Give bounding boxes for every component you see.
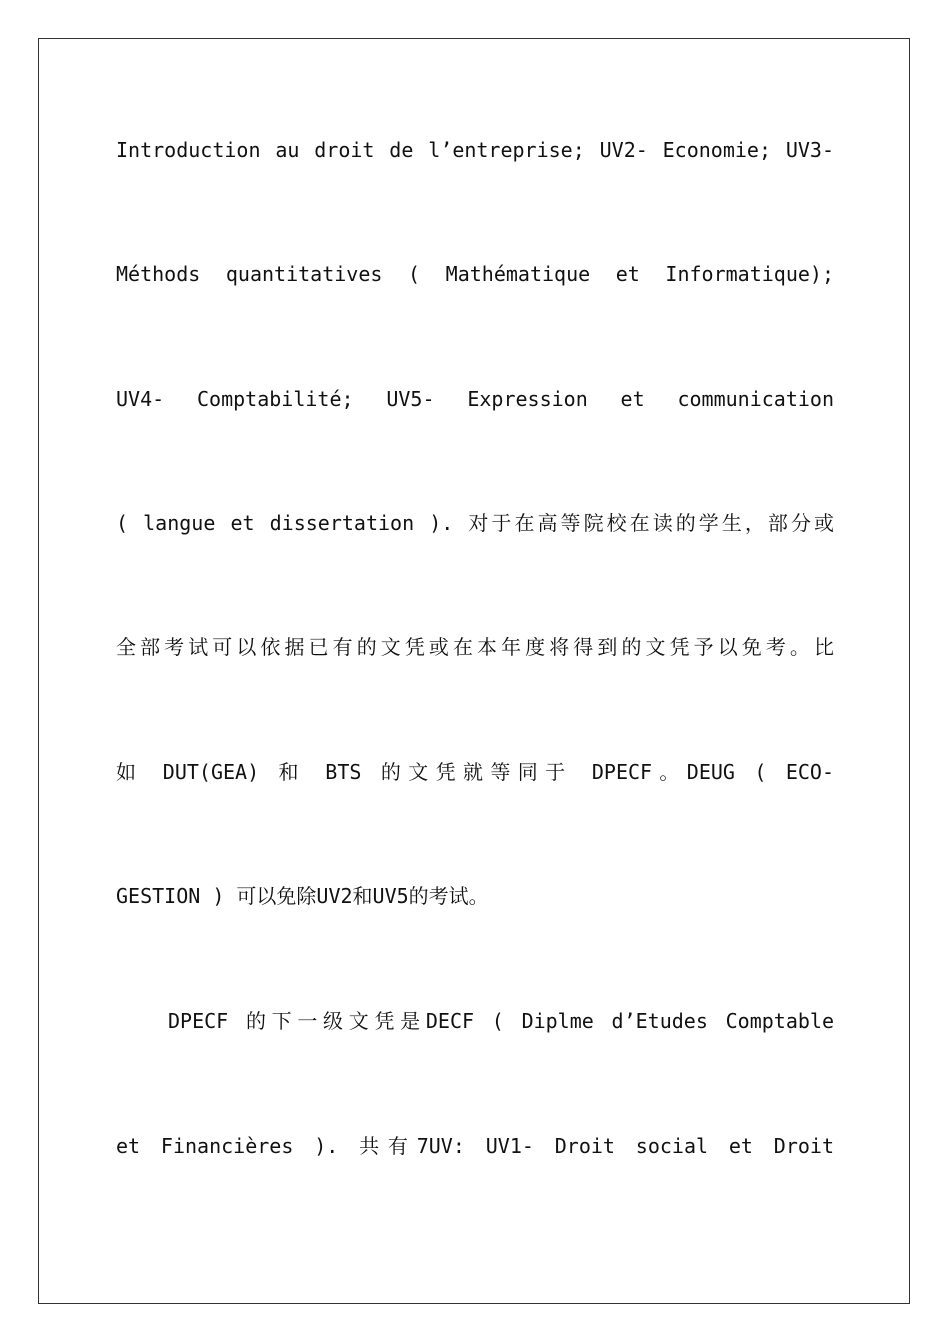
text-line-1: Introduction au droit de l’entreprise; UV2- Economie; UV3- xyxy=(116,138,834,162)
text-line-7: GESTION ) 可以免除UV2和UV5的考试。 xyxy=(116,884,489,908)
text-line-9: et Financières ). 共有7UV: UV1- Droit social et Droit xyxy=(116,1134,834,1158)
text-line-2: Méthods quantitatives ( Mathématique et Informatique); xyxy=(116,262,834,286)
text-line-8: DPECF 的下一级文凭是DECF ( Diplme d’Etudes Comptable xyxy=(168,1009,834,1033)
text-line-4: ( langue et dissertation ). 对于在高等院校在读的学生，部分或 xyxy=(116,511,834,535)
text-line-6: 如 DUT(GEA) 和 BTS 的文凭就等同于 DPECF。DEUG ( ECO- xyxy=(116,760,834,784)
text-line-3: UV4- Comptabilité; UV5- Expression et communication xyxy=(116,387,834,411)
page-frame xyxy=(38,38,910,1304)
text-line-5: 全部考试可以依据已有的文凭或在本年度将得到的文凭予以免考。比 xyxy=(116,635,834,659)
